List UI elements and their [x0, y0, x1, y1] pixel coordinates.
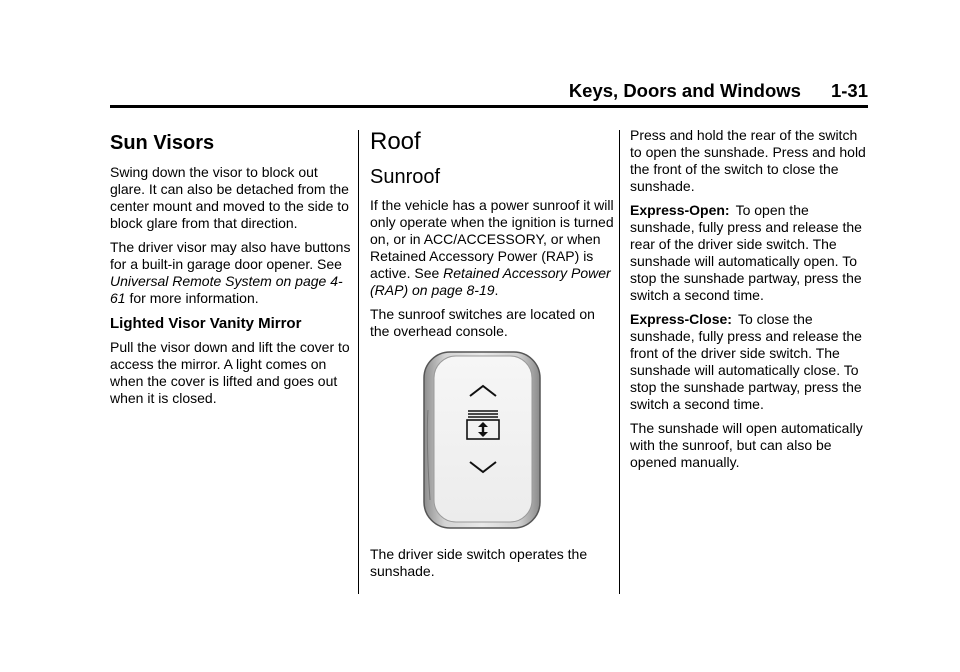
switch-location-paragraph: The sunroof switches are located on the overhead console. [370, 306, 595, 339]
express-close-paragraph [630, 311, 870, 413]
sunshade-auto-paragraph: The sunshade will open automatically with the sunroof, but can also be opened manually. [630, 420, 863, 470]
garage-opener-text: The driver visor may also have buttons for a built-in garage door opener. See [110, 239, 351, 272]
sunshade-switch-illustration [370, 350, 615, 540]
running-header [569, 80, 868, 102]
express-close-text: To close the sunshade, fully press and release the front of the driver side switch. The sunshade will automatically close. To stop the sunshade partway, press the switch a second time. [630, 311, 862, 412]
express-open-text: To open the sunshade, fully press and release the rear of the driver side switch. The sunshade will automatically open. To stop the sunshade partway, press the switch a second time. [630, 202, 862, 303]
press-hold-paragraph: Press and hold the rear of the switch to open the sunshade. Press and hold the front of the switch to close the sunshade. [630, 127, 866, 194]
column-divider-right [619, 130, 620, 594]
header-rule [110, 105, 868, 108]
sunroof-paragraph [370, 197, 615, 299]
sunshade-switch-icon [422, 350, 542, 530]
express-close-label: Express-Close: [630, 311, 732, 327]
column-1 [110, 127, 355, 414]
section-heading-roof: Roof [370, 128, 421, 155]
column-3 [630, 127, 870, 478]
section-heading-sun-visors: Sun Visors [110, 132, 215, 154]
express-open-label: Express-Open: [630, 202, 730, 218]
vanity-mirror-heading: Lighted Visor Vanity Mirror [110, 315, 302, 332]
express-open-paragraph [630, 202, 870, 304]
vanity-mirror-paragraph: Pull the visor down and lift the cover to access the mirror. A light comes on when the cover is lifted and goes out when it is closed. [110, 339, 350, 406]
column-2 [370, 127, 615, 587]
sunroof-text-end: . [494, 282, 499, 298]
garage-opener-paragraph [110, 239, 355, 307]
universal-remote-link[interactable]: Universal Remote System on page 4-61 [110, 273, 343, 306]
chapter-title: Keys, Doors and Windows [568, 80, 801, 101]
garage-opener-text-end: for more information. [125, 290, 259, 306]
subheading-sunroof: Sunroof [370, 166, 441, 188]
rap-link[interactable]: Retained Accessory Power (RAP) on page 8-19 [370, 265, 611, 298]
sunroof-text: If the vehicle has a power sunroof it will only operate when the ignition is turned on, or in ACC/ACCESSORY, or when Retained Accessory Power (RAP) is active. See [370, 197, 614, 281]
driver-switch-paragraph: The driver side switch operates the sunshade. [370, 546, 588, 579]
page-header [110, 80, 868, 104]
sun-visors-paragraph: Swing down the visor to block out glare. It can also be detached from the center mount and moved to the side to block glare from that direction. [110, 164, 349, 231]
column-divider-left [358, 130, 359, 594]
page-number: 1-31 [830, 80, 868, 101]
